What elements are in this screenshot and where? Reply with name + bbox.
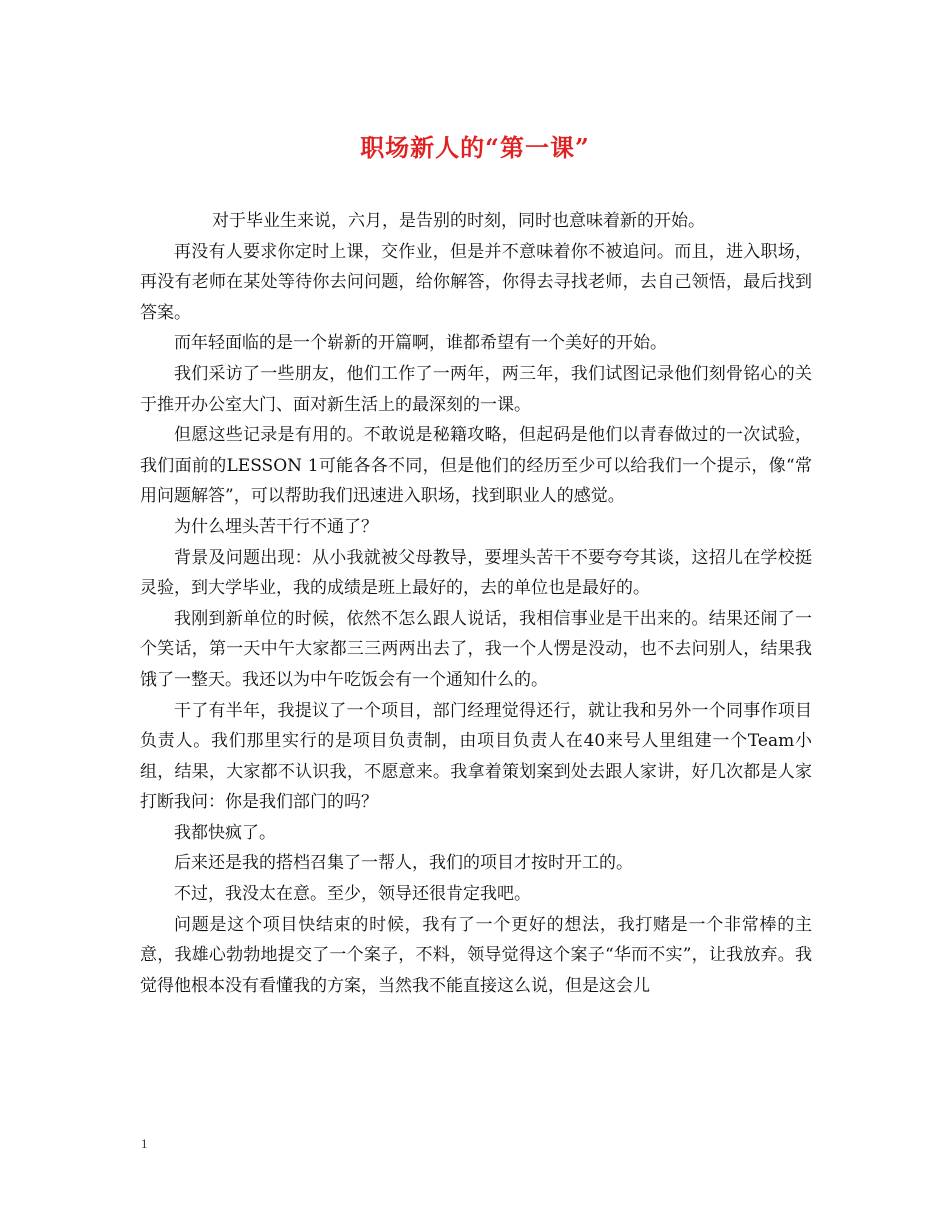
paragraph: 而年轻面临的是一个崭新的开篇啊，谁都希望有一个美好的开始。: [174, 333, 667, 354]
paragraph: 我刚到新单位的时候，依然不怎么跟人说话，我相信事业是干出来的。结果还闹了一个笑话，第一天中午大家都三三两两出去了，我一个人愣是没动，也不去问别人，结果我饿了一整天。我还以为中午吃饭会有一个通知什么的。: [140, 608, 812, 690]
paragraph: 问题是这个项目快结束的时候，我有了一个更好的想法，我打赌是一个非常棒的主意，我雄心勃勃地提交了一个案子，不料，领导觉得这个案子“华而不实”，让我放弃。我觉得他根本没有看懂我的方案，当然我不能直接这么说，但是这会儿: [140, 914, 812, 996]
paragraph: 再没有人要求你定时上课，交作业，但是并不意味着你不被追问。而且，进入职场，再没有老师在某处等待你去问问题，给你解答，你得去寻找老师，去自己领悟，最后找到答案。: [140, 241, 812, 323]
paragraph: 我们采访了一些朋友，他们工作了一两年，两三年，我们试图记录他们刻骨铭心的关于推开办公室大门、面对新生活上的最深刻的一课。: [140, 363, 812, 415]
paragraph: 不过，我没太在意。至少，领导还很肯定我吧。: [174, 884, 531, 905]
paragraph: 我都快疯了。: [174, 822, 276, 843]
paragraph: 对于毕业生来说，六月，是告别的时刻，同时也意味着新的开始。: [212, 211, 705, 231]
paragraph: 干了有半年，我提议了一个项目，部门经理觉得还行，就让我和另外一个同事作项目负责人。我们那里实行的是项目负责制，由项目负责人在40来号人里组建一个Team小组，结果，大家都不认识我，不愿意来。我拿着策划案到处去跟人家讲，好几次都是人家打断我问：你是我们部门的吗？: [140, 700, 812, 813]
page-number: 1: [141, 1136, 148, 1151]
paragraph: 后来还是我的搭档召集了一帮人，我们的项目才按时开工的。: [174, 853, 633, 874]
paragraph: 背景及问题出现：从小我就被父母教导，要埋头苦干不要夸夸其谈，这招儿在学校挺灵验，到大学毕业，我的成绩是班上最好的，去的单位也是最好的。: [140, 547, 812, 599]
document-body: [140, 206, 812, 1001]
paragraph: 为什么埋头苦干行不通了？: [174, 516, 378, 537]
paragraph: 但愿这些记录是有用的。不敢说是秘籍攻略，但起码是他们以青春做过的一次试验，我们面前的LESSON 1可能各各不同，但是他们的经历至少可以给我们一个提示，像“常用问题解答”，可以帮助我们迅速进入职场，找到职业人的感觉。: [140, 425, 812, 507]
document-title: 职场新人的“第一课”: [360, 133, 590, 162]
